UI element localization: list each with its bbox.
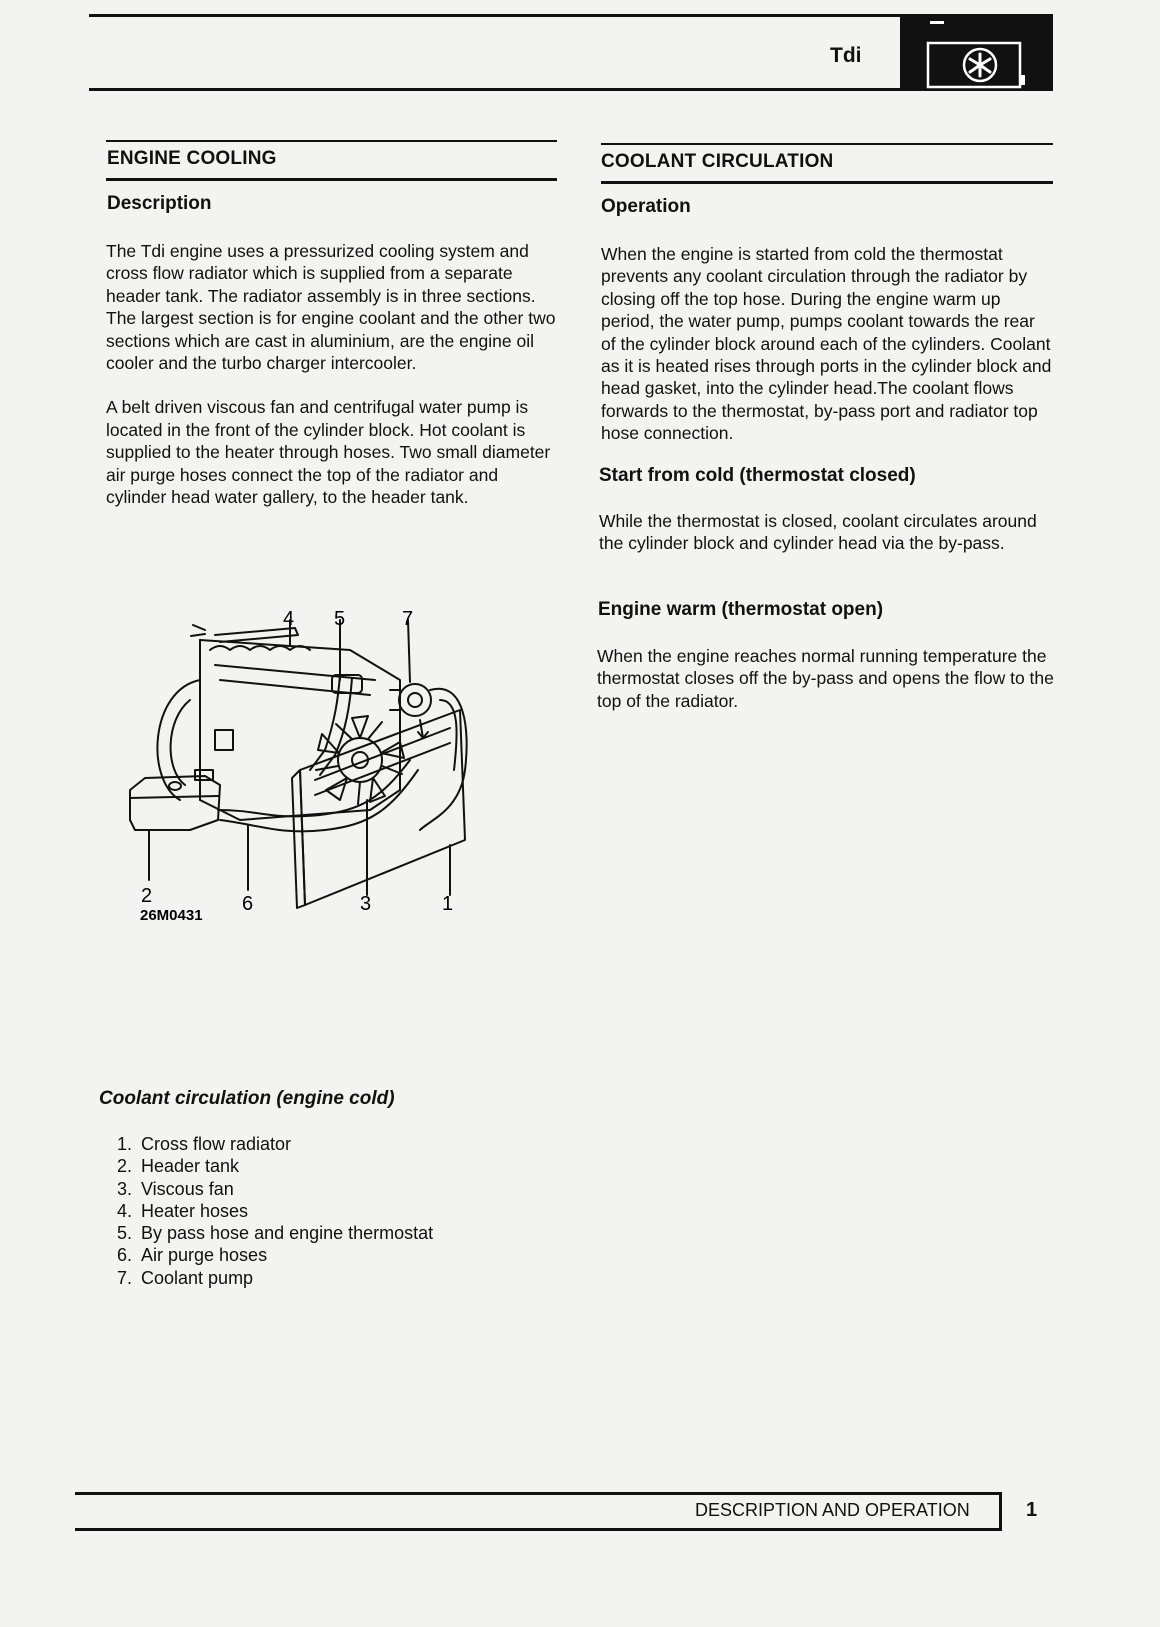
left-title-rule-top	[106, 140, 557, 142]
footer-bottom-rule	[75, 1528, 1002, 1531]
left-title-rule-bottom	[106, 178, 557, 181]
description-paragraph: The Tdi engine uses a pressurized cooling system and cross flow radiator which is supplied from a separate header tank. The radiator assembly is in three sections. The largest section is for engine coolant and the other two sections which are cast in aluminium, are the engine oil cooler and the turbo charger intercooler.	[106, 241, 556, 374]
callout-7: 7	[402, 608, 414, 630]
figure-caption: Coolant circulation (engine cold)	[99, 1088, 395, 1109]
coolant-pump	[399, 684, 431, 716]
start-from-cold-body: While the thermostat is closed, coolant circulates around the cylinder block and cylinder head via the by-pass.	[599, 511, 1037, 554]
subheading-start-from-cold: Start from cold (thermostat closed)	[599, 465, 916, 486]
legend-item: 5. By pass hose and engine thermostat	[116, 1223, 434, 1244]
radiator-fan-icon	[900, 17, 1053, 91]
radiator	[300, 710, 465, 905]
engine-cooling-diagram	[120, 608, 530, 950]
subheading-description: Description	[107, 193, 212, 214]
legend-item: 3. Viscous fan	[116, 1178, 234, 1199]
header-model: Tdi	[830, 44, 862, 67]
right-title-rule-bottom	[601, 181, 1053, 184]
legend-item: 6. Air purge hoses	[116, 1245, 268, 1266]
engine-warm-body: When the engine reaches normal running temperature the thermostat closes off the by-pass and opens the flow to the top of the radiator.	[597, 646, 1054, 711]
subheading-operation: Operation	[601, 196, 691, 217]
figure-ref: 26M0431	[140, 907, 203, 924]
footer-divider	[999, 1492, 1002, 1531]
heater-hose-top	[215, 628, 298, 642]
section-title-coolant-circulation: COOLANT CIRCULATION	[601, 151, 834, 172]
callout-3: 3	[360, 893, 372, 915]
legend-item: 4. Heater hoses	[116, 1200, 249, 1221]
footer-section: DESCRIPTION AND OPERATION	[695, 1500, 970, 1520]
section-title-engine-cooling: ENGINE COOLING	[107, 148, 277, 169]
right-title-rule-top	[601, 143, 1053, 145]
callout-5: 5	[334, 608, 346, 630]
legend-item: 2. Header tank	[116, 1156, 240, 1177]
figure-legend	[104, 1133, 433, 1289]
subheading-engine-warm: Engine warm (thermostat open)	[598, 599, 884, 620]
footer-top-rule	[75, 1492, 1002, 1495]
callout-2: 2	[141, 885, 153, 907]
legend-item: 7. Coolant pump	[116, 1267, 254, 1288]
description-paragraph: A belt driven viscous fan and centrifugal water pump is located in the front of the cylinder block. Hot coolant is supplied to the heater through hoses. Two small diameter air purge hoses connect the top of the radiator and cylinder head water gallery, to the header tank.	[106, 397, 551, 508]
header-icon-box	[900, 17, 1053, 91]
callout-6: 6	[242, 893, 254, 915]
callout-4: 4	[283, 608, 295, 630]
description-body	[106, 240, 556, 530]
legend-item: 1. Cross flow radiator	[116, 1134, 292, 1154]
operation-body: When the engine is started from cold the thermostat prevents any coolant circulation through the radiator by closing off the top hose. During the engine warm up period, the water pump, pumps coolant towards the rear of the cylinder block around each of the cylinders. Coolant as it is heated rises through ports in the cylinder block and head gasket, into the cylinder head.The coolant flows forwards to the thermostat, by-pass port and radiator top hose connection.	[601, 244, 1052, 444]
page-number: 1	[1026, 1499, 1038, 1521]
callout-1: 1	[442, 893, 454, 915]
